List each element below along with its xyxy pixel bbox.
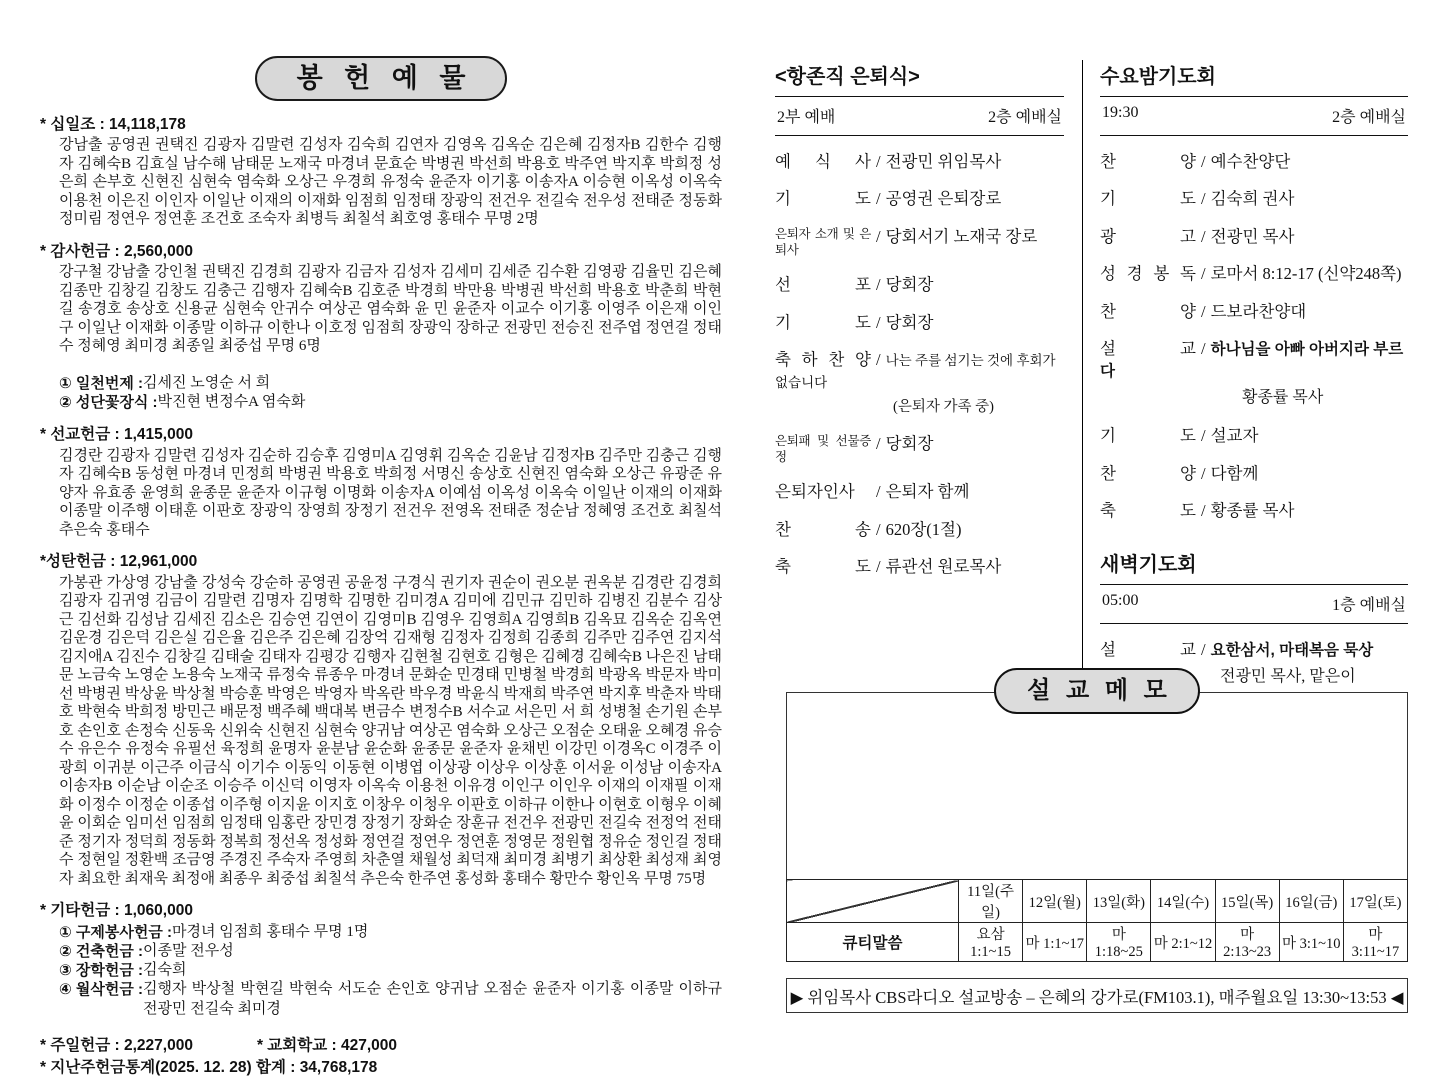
retirement-location: 2층 예배실 — [988, 109, 1062, 126]
liturgy-label: 은퇴자인사 — [775, 482, 855, 502]
thanks-subitem-2 — [59, 393, 722, 412]
dawn-time: 05:00 — [1102, 591, 1139, 609]
etc-subitem-4-value: 김행자 박상철 박현길 박현숙 서도순 손인호 양귀남 오점순 윤준자 이기홍 이종말 이하규 전광민 전길숙 최미경 — [143, 981, 722, 1017]
liturgy-value: 드보라찬양대 — [1210, 301, 1307, 321]
thanks-header: * 감사헌금 : 2,560,000 — [40, 242, 193, 260]
qt-cell: 마 3:11~17 — [1343, 923, 1407, 962]
liturgy-label: 찬 양 — [1100, 301, 1196, 321]
liturgy-label: 은퇴패 및 선물증정 — [775, 433, 871, 465]
liturgy-item — [1100, 188, 1408, 209]
liturgy-label: 찬 양 — [1100, 152, 1196, 171]
etc-subitem-3 — [59, 961, 722, 980]
wednesday-location: 2층 예배실 — [1332, 109, 1406, 126]
dawn-title: 새벽기도회 — [1100, 548, 1408, 585]
liturgy-value: 620장(1절) — [885, 519, 962, 539]
qt-table-data-row — [787, 923, 1408, 962]
wednesday-title: 수요밤기도회 — [1100, 60, 1408, 97]
qt-col-header: 17일(토) — [1343, 880, 1407, 923]
liturgy-note: (은퇴자 가족 중) — [893, 399, 994, 416]
liturgy-item — [775, 151, 1064, 172]
slash-separator: / — [1201, 426, 1206, 446]
liturgy-item — [775, 188, 1064, 209]
slash-separator: / — [876, 433, 881, 453]
etc-subitem-4 — [59, 980, 722, 1018]
lastweek-offering-total: * 지난주헌금통계(2025. 12. 28) 합계 : 34,768,178 — [40, 1059, 378, 1077]
section-mission — [40, 425, 722, 539]
liturgy-label: 기 도 — [1100, 189, 1196, 209]
liturgy-label: 설 교 — [1100, 339, 1196, 359]
etc-subitem-4-label: ④ 월삭헌금 : — [59, 981, 143, 999]
liturgy-label: 찬 양 — [1100, 463, 1196, 483]
qt-col-header: 11일(주일) — [959, 880, 1023, 923]
liturgy-label: 설 교 — [1100, 639, 1196, 659]
liturgy-item — [775, 433, 1064, 466]
liturgy-label: 성 경 봉 독 — [1100, 264, 1196, 284]
liturgy-value: 은퇴자 함께 — [885, 482, 970, 502]
prayer-column — [1082, 60, 1408, 704]
slash-separator: / — [876, 519, 881, 539]
liturgy-label: 예 식 사 — [775, 152, 871, 171]
slash-separator: / — [1201, 339, 1206, 359]
wednesday-time-row — [1100, 97, 1408, 136]
dawn-sermon-preacher: 전광민 목사, 맡은이 — [1220, 667, 1356, 685]
slash-separator: / — [1201, 264, 1206, 284]
qt-col-header: 13일(화) — [1087, 880, 1151, 923]
liturgy-item — [1100, 338, 1408, 409]
liturgy-value: 당회서기 노재국 장로 — [885, 226, 1038, 246]
retirement-liturgy — [775, 136, 1064, 578]
slash-separator: / — [1201, 463, 1206, 483]
qt-table-header-row — [787, 880, 1408, 923]
slash-separator: / — [876, 482, 881, 502]
dawn-location: 1층 예배실 — [1332, 596, 1406, 614]
slash-separator: / — [876, 226, 881, 246]
slash-separator: / — [876, 312, 881, 332]
liturgy-label: 찬 송 — [775, 519, 871, 539]
slash-separator: / — [1201, 189, 1206, 209]
liturgy-label: 선 포 — [775, 275, 871, 295]
liturgy-item — [775, 519, 1064, 540]
thanks-subitem-2-value: 박진현 변정수A 염숙화 — [157, 394, 306, 411]
thanks-subitem-1-value: 김세진 노영순 서 희 — [143, 374, 271, 391]
retirement-title: <항존직 은퇴식> — [775, 60, 1064, 97]
slash-separator: / — [1201, 301, 1206, 321]
liturgy-label: 기 도 — [775, 189, 871, 209]
liturgy-label: 은퇴자 소개 및 은퇴사 — [775, 226, 871, 258]
section-tithe — [40, 115, 722, 229]
retirement-time-row — [775, 97, 1064, 136]
liturgy-value: 전광민 위임목사 — [885, 152, 1002, 171]
services-area — [775, 60, 1408, 704]
liturgy-item — [1100, 425, 1408, 446]
etc-subitem-2-label: ② 건축헌금 : — [59, 942, 143, 960]
section-etc — [40, 901, 722, 1018]
liturgy-label: 광 고 — [1100, 226, 1196, 246]
tithe-names: 강남출 공영권 권택진 김광자 김말련 김성자 김숙희 김연자 김영옥 김옥순 김은혜 김정자B 김한수 김행자 김혜숙B 김효실 남수해 남태문 노재국 마경녀 문효순 박병권 박선희 박용호 박주연 박지후 박희정 성은희 손부호 신현진 심현숙 염숙화 오상근 우경희 유정숙 윤준자 이기홍 이송자A 이승현 이옥성 이옥숙 이용천 이은진 이인자 이일난 이재의 이재화 임점희 임정태 장광익 전건우 전길숙 전우성 전태준 정동화 정미림 정연우 정연훈 조건호 조숙자 최병득 최칠석 최호영 홍태수 무명 2명 — [59, 137, 722, 228]
slash-separator: / — [876, 350, 881, 370]
liturgy-item — [1100, 226, 1408, 247]
sermon-preacher: 황종률 목사 — [1242, 389, 1324, 407]
tithe-header: * 십일조 : 14,118,178 — [40, 116, 186, 133]
sermon-title: 하나님을 아빠 아버지라 부르다 — [1100, 341, 1404, 381]
qt-row-header: 큐티말씀 — [787, 923, 959, 962]
etc-subitem-2 — [59, 942, 722, 961]
qt-schedule-table — [786, 879, 1408, 962]
mission-header: * 선교헌금 : 1,415,000 — [40, 426, 193, 444]
wednesday-time: 19:30 — [1102, 104, 1139, 121]
qt-cell: 마 3:1~10 — [1279, 923, 1343, 962]
liturgy-item — [1100, 500, 1408, 521]
liturgy-item — [775, 312, 1064, 333]
qt-cell: 마 1:18~25 — [1087, 923, 1151, 962]
slash-separator: / — [1201, 639, 1206, 659]
dawn-prayer-section — [1100, 548, 1408, 688]
liturgy-value: 나는 주를 섬기는 것에 후회가 없습니다 — [775, 353, 1056, 390]
liturgy-item — [1100, 151, 1408, 172]
totals-row-2 — [40, 1057, 722, 1079]
church-school-total: * 교회학교 : 427,000 — [256, 1036, 398, 1054]
dawn-sermon-title: 요한삼서, 마태복음 묵상 — [1210, 641, 1374, 659]
liturgy-value: 당회장 — [885, 312, 934, 332]
totals-row-1 — [40, 1035, 722, 1057]
liturgy-label: 축 하 찬 양 — [775, 350, 871, 370]
liturgy-item — [1100, 301, 1408, 322]
liturgy-item — [775, 349, 1064, 417]
retirement-column — [775, 60, 1082, 704]
etc-subitem-1 — [59, 923, 722, 942]
section-thanks — [40, 242, 722, 412]
radio-broadcast-text: ▶ 위임목사 CBS라디오 설교방송 – 은혜의 강가로(FM103.1), 매주월요일 13:30~13:53 ◀ — [790, 987, 1404, 1007]
liturgy-value: 황종률 목사 — [1210, 501, 1295, 521]
mission-names: 김경란 김광자 김말련 김성자 김순하 김승후 김영미A 김영휘 김옥순 김윤남 김정자B 김주만 김충근 김행자 김혜숙B 동성현 마경녀 민정희 박병권 박용호 박희정 서명신 송상호 신현진 염숙화 오상근 유광준 유양자 유효종 윤영희 윤종문 윤준자 이규형 이명화 이송자A 이예섬 이옥성 이옥숙 이일난 이재의 이재화 이종말 이주행 이태훈 이판호 장광익 장영희 장정기 전건우 전영옥 전태준 정순남 정혜영 조건호 최칠석 추은숙 홍태수 — [59, 447, 722, 538]
liturgy-label: 축 도 — [1100, 501, 1196, 521]
slash-separator: / — [876, 557, 881, 577]
qt-col-header: 12일(월) — [1023, 880, 1087, 923]
sermon-memo-title-pill: 설 교 메 모 — [994, 668, 1200, 714]
qt-table-corner-cell — [787, 880, 959, 923]
offering-column — [40, 56, 722, 1080]
liturgy-value: 전광민 목사 — [1210, 226, 1295, 246]
slash-separator: / — [1201, 501, 1206, 521]
section-christmas — [40, 552, 722, 888]
etc-subitems — [40, 923, 722, 1019]
liturgy-item — [775, 556, 1064, 577]
etc-subitem-1-value: 마경녀 임점희 홍태수 무명 1명 — [171, 923, 369, 940]
sunday-offering-total: * 주일헌금 : 2,227,000 — [40, 1036, 193, 1054]
liturgy-value: 다함께 — [1210, 463, 1259, 483]
qt-cell: 요삼 1:1~15 — [959, 923, 1023, 962]
liturgy-value: 설교자 — [1210, 426, 1259, 446]
dawn-time-row — [1100, 585, 1408, 624]
liturgy-item — [1100, 463, 1408, 484]
etc-header: * 기타헌금 : 1,060,000 — [40, 902, 193, 920]
etc-subitem-3-label: ③ 장학헌금 : — [59, 962, 143, 980]
thanks-names: 강구철 강남출 강인철 권택진 김경희 김광자 김금자 김성자 김세미 김세준 김수환 김영광 김율민 김은혜 김종만 김창길 김창도 김충근 김행자 김혜숙B 김호준 박경희 박만용 박병권 박선희 박용호 박춘희 박현길 송경호 송상호 신용균 심현숙 안귀수 여상곤 염숙화 윤 민 윤준자 이교수 이기홍 이영주 이은재 이인구 이일난 이재화 이종말 이하규 이한나 이호정 임점희 장광익 장하군 전광민 전승진 전주엽 정연걸 정태수 정혜영 최미경 최종일 최중섭 무명 6명 — [59, 264, 722, 355]
slash-separator: / — [1201, 226, 1206, 246]
christmas-header: *성탄헌금 : 12,961,000 — [40, 553, 198, 571]
qt-col-header: 15일(목) — [1215, 880, 1279, 923]
thanks-subitem-1 — [59, 374, 722, 393]
slash-separator: / — [876, 275, 881, 295]
liturgy-item — [1100, 263, 1408, 284]
wednesday-liturgy — [1100, 136, 1408, 522]
qt-cell: 마 1:1~17 — [1023, 923, 1087, 962]
liturgy-value: 공영권 은퇴장로 — [885, 189, 1002, 209]
etc-subitem-3-value: 김숙희 — [143, 962, 187, 979]
liturgy-value: 예수찬양단 — [1210, 152, 1291, 171]
sermon-memo-box — [786, 677, 1408, 962]
thanks-subitem-1-label: ① 일천번제 : — [59, 374, 143, 392]
liturgy-item — [775, 274, 1064, 295]
qt-cell: 마 2:1~12 — [1151, 923, 1215, 962]
etc-subitem-1-label: ① 구제봉사헌금 : — [59, 923, 172, 941]
thanks-subitems — [40, 374, 722, 412]
christmas-names: 가봉관 가상영 강남출 강성숙 강순하 공영권 공윤정 구경식 권기자 권순이 권오분 권옥분 김경란 김경희 김광자 김귀영 김금이 김말련 김명자 김명학 김명한 김미경A 김미에 김민규 김민하 김병진 김분수 김상근 김선화 김성남 김세진 김소은 김승연 김연이 김영미B 김영우 김영희A 김영희B 김옥묘 김옥순 김옥연 김운경 김은덕 김은실 김은율 김은주 김은혜 김장억 김재형 김정자 김정희 김종희 김주만 김주연 김지석 김지애A 김진수 김창길 김태술 김태자 김평강 김행자 김현철 김현호 김형은 김혜경 김혜숙B 나은진 남태문 노금숙 노영순 노용숙 노재국 류정숙 류종우 마경녀 문화순 민경태 민병철 박경희 박광옥 박문자 박미선 박병권 박상윤 박상철 박승훈 박영은 박영자 박옥란 박우경 박윤식 박재희 박주연 박지후 박춘자 박태호 박현숙 박희정 방민근 배문정 백주혜 백대복 변금수 변정수B 서수교 서은민 서 희 성병철 손기원 손부호 손인호 손정숙 신동욱 신위숙 신현진 심현숙 양귀남 여상곤 염숙화 오상근 오점순 오태윤 오혜경 유승수 유은수 유정숙 유필선 육정희 윤명자 윤분남 윤순화 윤종문 윤준자 윤채빈 이강민 이경옥C 이경주 이광희 이귀분 이근주 이금식 이기수 이동익 이동현 이병엽 이상광 이상우 이상훈 이서윤 이성남 이송자A 이송자B 이순남 이순조 이승주 이신덕 이영자 이옥숙 이용천 이유경 이인구 이인우 이재의 이재필 이재화 이정수 이정순 이종섭 이주형 이지윤 이지호 이창우 이청우 이판호 이하규 이한나 이현호 이형우 이혜윤 이회순 임미선 임점희 임정태 임홍란 장민경 장정기 장화순 장훈규 전건우 전광민 전길숙 전정억 전태준 정기자 정덕희 정동화 정복희 정선옥 정성화 정연걸 정연우 정연훈 정영문 정원협 정유순 정인걸 정태수 정현일 정환백 조금영 주경진 주숙자 주영희 차춘열 채월성 최덕재 최미경 최병기 최상환 최성재 최영자 최요한 최재욱 최정애 최종우 최중섭 최칠석 추은숙 한주연 홍성화 홍태수 황만수 황인옥 무명 75명 — [59, 574, 722, 887]
liturgy-value: 당회장 — [885, 433, 934, 453]
qt-col-header: 14일(수) — [1151, 880, 1215, 923]
etc-subitem-2-value: 이종말 전우성 — [143, 942, 234, 959]
liturgy-item — [775, 481, 1064, 502]
offering-title-pill: 봉 헌 예 물 — [255, 56, 507, 101]
retirement-service-label: 2부 예배 — [777, 109, 836, 126]
liturgy-label: 기 도 — [1100, 426, 1196, 446]
liturgy-value: 당회장 — [885, 275, 934, 295]
slash-separator: / — [876, 152, 881, 171]
liturgy-value: 로마서 8:12-17 (신약248쪽) — [1210, 264, 1402, 284]
liturgy-label: 기 도 — [775, 312, 871, 332]
slash-separator: / — [1201, 152, 1206, 171]
liturgy-label: 축 도 — [775, 557, 871, 577]
radio-broadcast-banner — [786, 978, 1408, 1013]
liturgy-value: 류관선 원로목사 — [885, 557, 1002, 577]
thanks-subitem-2-label: ② 성단꽃장식 : — [59, 394, 158, 412]
qt-col-header: 16일(금) — [1279, 880, 1343, 923]
offering-totals — [40, 1035, 722, 1080]
liturgy-value: 김숙희 권사 — [1210, 189, 1295, 209]
liturgy-item — [775, 226, 1064, 259]
qt-cell: 마 2:13~23 — [1215, 923, 1279, 962]
slash-separator: / — [876, 189, 881, 209]
